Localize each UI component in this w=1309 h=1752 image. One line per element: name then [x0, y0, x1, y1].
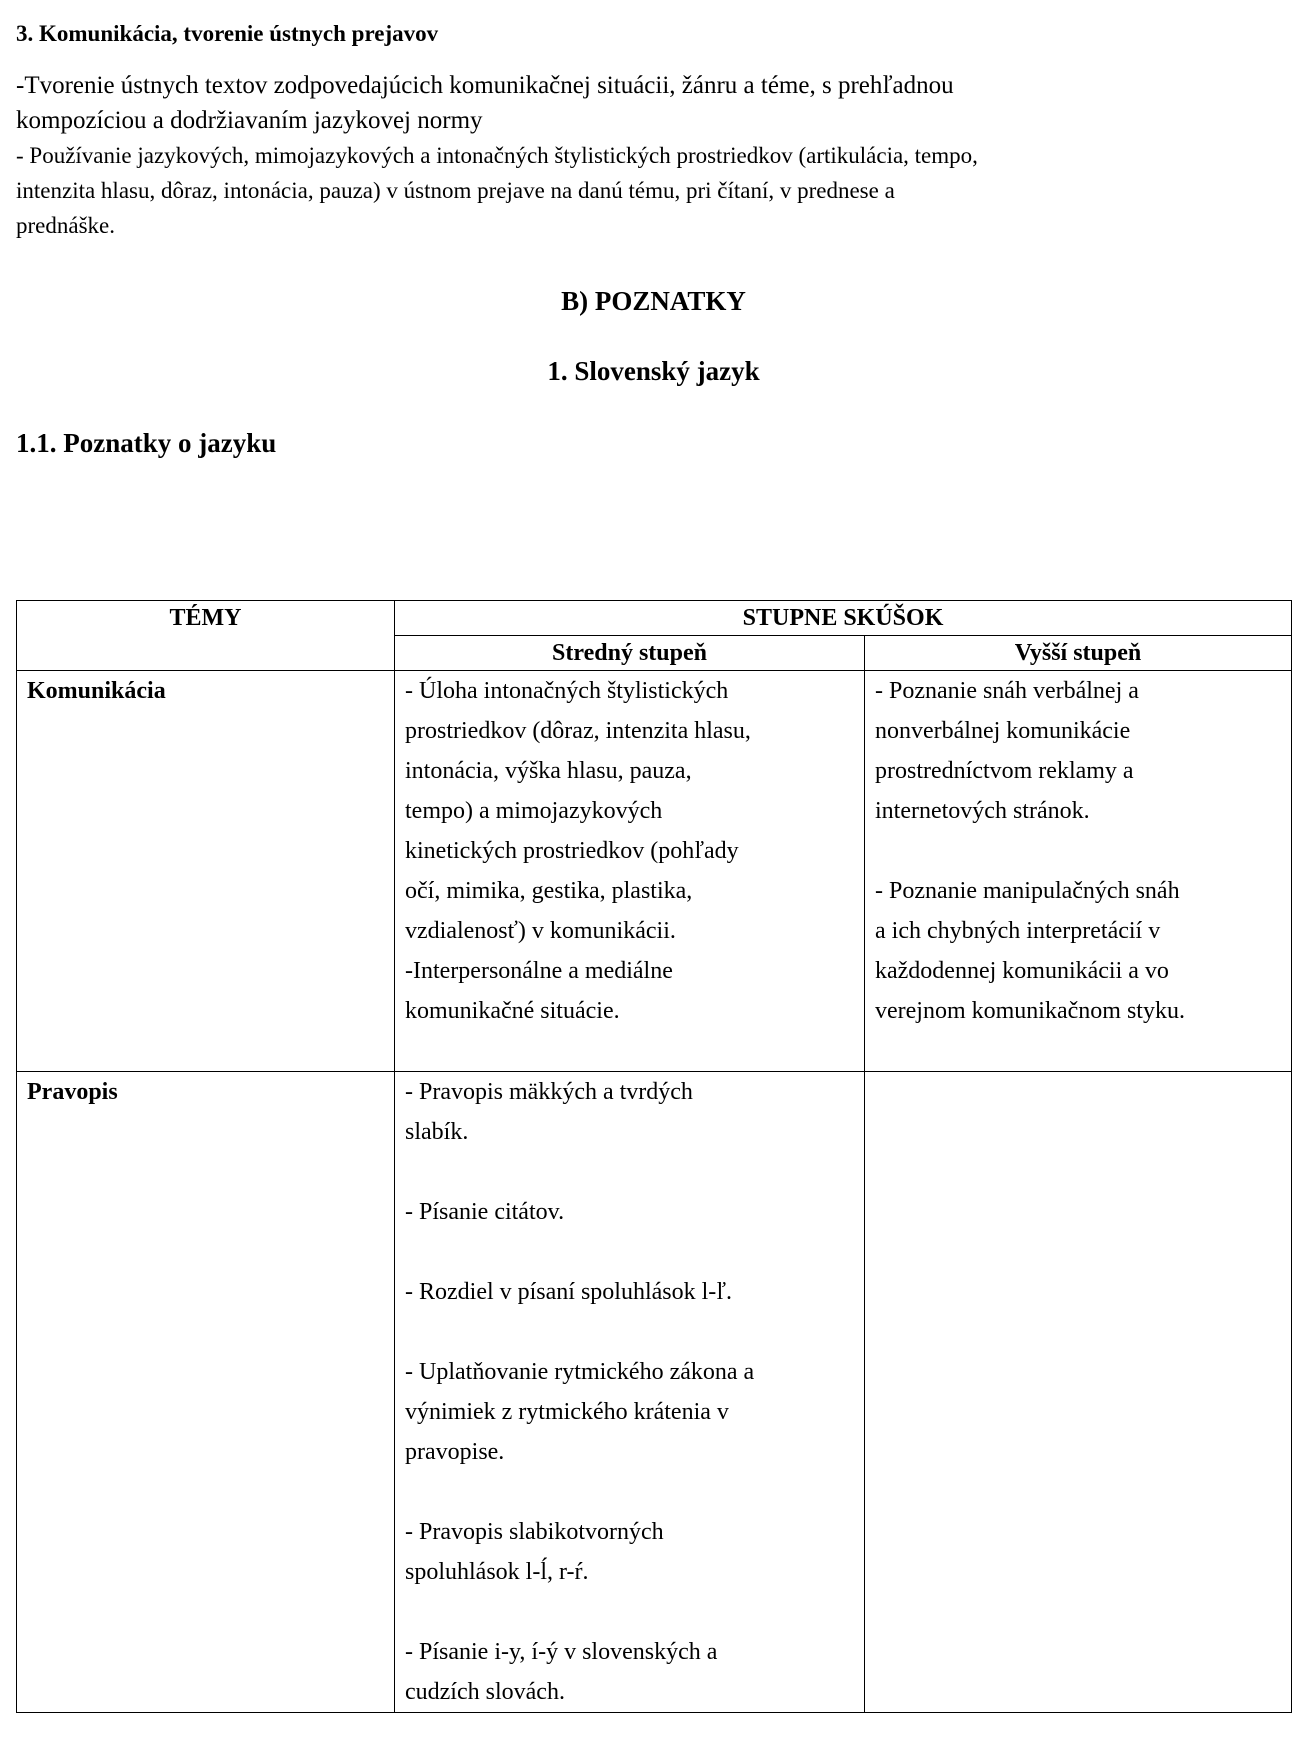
cell-line: kinetických prostriedkov (pohľady: [405, 838, 739, 864]
cell-line: verejnom komunikačnom styku.: [875, 998, 1185, 1024]
cell-line: každodennej komunikácii a vo: [875, 958, 1169, 984]
table-row: [17, 1072, 1292, 1713]
topic-cell: Pravopis: [17, 1072, 395, 1713]
cell-line: cudzích slovách.: [405, 1679, 565, 1705]
cell-line: intonácia, výška hlasu, pauza,: [405, 758, 692, 784]
cell-line: - Pravopis slabikotvorných: [405, 1519, 664, 1545]
cell-line: výnimiek z rytmického krátenia v: [405, 1399, 729, 1425]
topic-cell: Komunikácia: [17, 671, 395, 1072]
table-header-row: [17, 601, 1292, 636]
cell-line: [405, 1232, 854, 1272]
section-3-paragraph-2: [16, 138, 1291, 243]
heading-slovensky-jazyk: 1. Slovenský jazyk: [547, 356, 760, 386]
cell-line: - Písanie citátov.: [405, 1199, 565, 1225]
cell-line: prostriedkov (dôraz, intenzita hlasu,: [405, 718, 751, 744]
cell-line: [405, 1312, 854, 1352]
cell-line: - Uplatňovanie rytmického zákona a: [405, 1359, 755, 1385]
cell-line: - Písanie i-y, í-ý v slovenských a: [405, 1639, 718, 1665]
cell-line: [405, 1152, 854, 1192]
paragraph-2-line-2: intenzita hlasu, dôraz, intonácia, pauza) v ústnom prejave na danú tému, pri čítaní, v prednese a: [16, 178, 895, 203]
cell-line: a ich chybných interpretácií v: [875, 918, 1161, 944]
table-row: [17, 671, 1292, 1072]
cell-line: - Úloha intonačných štylistických: [405, 678, 729, 704]
cell-line: pravopise.: [405, 1439, 505, 1465]
cell-line: [875, 831, 1281, 871]
header-middle-level: Stredný stupeň: [395, 636, 865, 671]
paragraph-1-line-2: kompozíciou a dodržiavaním jazykovej normy: [16, 107, 483, 134]
middle-level-cell: [395, 1072, 865, 1713]
section-3-title: 3. Komunikácia, tvorenie ústnych prejavov: [16, 21, 439, 46]
document-page: [16, 18, 1291, 1705]
cell-line: prostredníctvom reklamy a: [875, 758, 1134, 784]
heading-poznatky-o-jazyku: 1.1. Poznatky o jazyku: [16, 428, 277, 458]
cell-line: [405, 1592, 854, 1632]
cell-line: spoluhlások l-ĺ, r-ŕ.: [405, 1559, 589, 1585]
cell-line: internetových stránok.: [875, 798, 1090, 824]
paragraph-1-line-1: -Tvorenie ústnych textov zodpovedajúcich komunikačnej situácii, žánru a téme, s prehľadnou: [16, 72, 954, 99]
cell-line: [405, 1472, 854, 1512]
higher-level-cell: [865, 671, 1292, 1072]
header-higher-level: Vyšší stupeň: [865, 636, 1292, 671]
cell-line: vzdialenosť) v komunikácii.: [405, 918, 676, 944]
middle-level-cell: [395, 671, 865, 1072]
curriculum-table: [16, 600, 1292, 1713]
cell-line: - Poznanie snáh verbálnej a: [875, 678, 1139, 704]
cell-line: - Rozdiel v písaní spoluhlások l-ľ.: [405, 1279, 733, 1305]
header-topics: TÉMY: [17, 601, 395, 671]
cell-line: nonverbálnej komunikácie: [875, 718, 1131, 744]
cell-line: - Poznanie manipulačných snáh: [875, 878, 1180, 904]
paragraph-2-line-3: prednáške.: [16, 213, 115, 238]
cell-line: -Interpersonálne a mediálne: [405, 958, 673, 984]
cell-line: tempo) a mimojazykových: [405, 798, 663, 824]
heading-b-poznatky: B) POZNATKY: [561, 286, 746, 316]
higher-level-cell: [865, 1072, 1292, 1713]
paragraph-2-line-1: - Používanie jazykových, mimojazykových a intonačných štylistických prostriedkov (artikulácia, tempo,: [16, 143, 978, 168]
header-levels: STUPNE SKÚŠOK: [395, 601, 1292, 636]
section-3-paragraph-1: [16, 68, 1291, 138]
cell-line: komunikačné situácie.: [405, 998, 620, 1024]
cell-line: - Pravopis mäkkých a tvrdých: [405, 1079, 693, 1105]
cell-line: očí, mimika, gestika, plastika,: [405, 878, 693, 904]
cell-line: slabík.: [405, 1119, 469, 1145]
